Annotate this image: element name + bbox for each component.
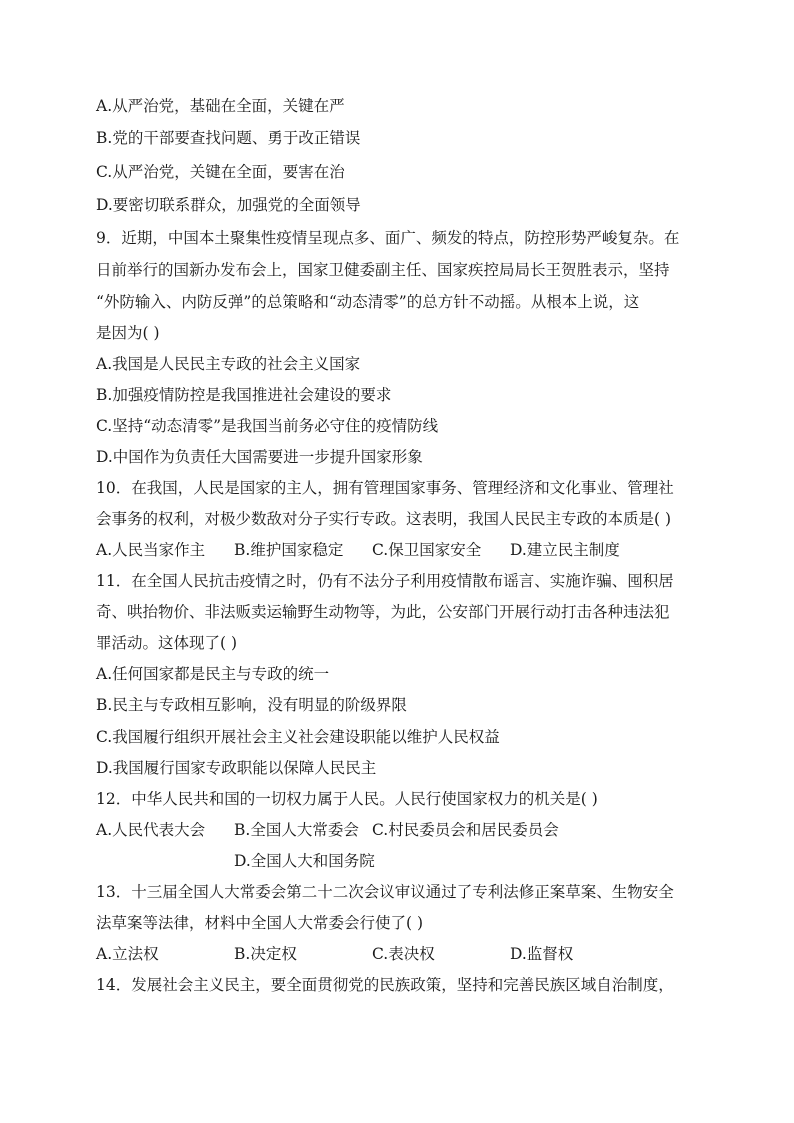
q13-stem-line-1: 13．十三届全国人大常委会第二十二次会议审议通过了专利法修正案草案、生物安全 — [96, 883, 674, 901]
q14-stem-line-1: 14．发展社会主义民主，要全面贯彻党的民族政策，坚持和完善民族区域自治制度， — [96, 976, 674, 994]
q12-option-c: C.村民委员会和居民委员会 — [372, 821, 559, 839]
q12-option-d: D.全国人大和国务院 — [234, 852, 375, 870]
q10-options-row — [96, 540, 706, 560]
q12-stem-line-1: 12．中华人民共和国的一切权力属于人民。人民行使国家权力的机关是( ) — [96, 790, 598, 808]
q13-stem-line-2: 法草案等法律，材料中全国人大常委会行使了( ) — [96, 914, 424, 932]
q11-stem-line-2: 奇、哄抬物价、非法贩卖运输野生动物等，为此，公安部门开展行动打击各种违法犯 — [96, 603, 670, 621]
q10-option-d: D.建立民主制度 — [510, 541, 620, 559]
q12-options-row-1 — [96, 820, 706, 840]
q11-stem-line-1: 11．在全国人民抗击疫情之时，仍有不法分子利用疫情散布谣言、实施诈骗、囤积居 — [96, 572, 674, 590]
q9-option-d: D.中国作为负责任大国需要进一步提升国家形象 — [96, 448, 423, 466]
q10-option-c: C.保卫国家安全 — [372, 541, 482, 559]
q13-options-row — [96, 944, 706, 964]
q9-stem-line-3: “外防输入、内防反弹”的总策略和“动态清零”的总方针不动摇。从根本上说，这 — [96, 293, 640, 311]
q9-stem-line-2: 日前举行的国新办发布会上，国家卫健委副主任、国家疾控局局长王贺胜表示，坚持 — [96, 261, 670, 279]
q9-option-c: C.坚持“动态清零”是我国当前务必守住的疫情防线 — [96, 417, 439, 435]
q13-option-d: D.监督权 — [510, 945, 574, 963]
q11-option-c: C.我国履行组织开展社会主义社会建设职能以维护人民权益 — [96, 728, 500, 746]
q11-option-d: D.我国履行国家专政职能以保障人民民主 — [96, 759, 377, 777]
q8-option-a: A.从严治党，基础在全面，关键在严 — [96, 97, 345, 115]
q10-option-a: A.人民当家作主 — [96, 541, 206, 559]
q12-options-row-2 — [96, 851, 706, 871]
q12-option-b: B.全国人大常委会 — [234, 821, 359, 839]
q10-stem-line-2: 会事务的权利，对极少数敌对分子实行专政。这表明，我国人民民主专政的本质是( ) — [96, 510, 672, 528]
q12-option-a: A.人民代表大会 — [96, 821, 206, 839]
q11-option-b: B.民主与专政相互影响，没有明显的阶级界限 — [96, 696, 407, 714]
q13-option-b: B.决定权 — [234, 945, 297, 963]
q9-option-a: A.我国是人民民主专政的社会主义国家 — [96, 355, 361, 373]
q11-stem-line-3: 罪活动。这体现了( ) — [96, 634, 238, 652]
q10-stem-line-1: 10．在我国，人民是国家的主人，拥有管理国家事务、管理经济和文化事业、管理社 — [96, 479, 674, 497]
q13-option-a: A.立法权 — [96, 945, 159, 963]
q10-option-b: B.维护国家稳定 — [234, 541, 344, 559]
q8-option-c: C.从严治党，关键在全面，要害在治 — [96, 163, 345, 181]
q9-stem-line-1: 9．近期，中国本土聚集性疫情呈现点多、面广、频发的特点，防控形势严峻复杂。在 — [96, 229, 680, 247]
q13-option-c: C.表决权 — [372, 945, 435, 963]
q9-option-b: B.加强疫情防控是我国推进社会建设的要求 — [96, 386, 392, 404]
q8-option-d: D.要密切联系群众，加强党的全面领导 — [96, 196, 361, 214]
q9-stem-line-4: 是因为( ) — [96, 324, 160, 342]
q11-option-a: A.任何国家都是民主与专政的统一 — [96, 665, 330, 683]
q8-option-b: B.党的干部要查找问题、勇于改正错误 — [96, 129, 361, 147]
